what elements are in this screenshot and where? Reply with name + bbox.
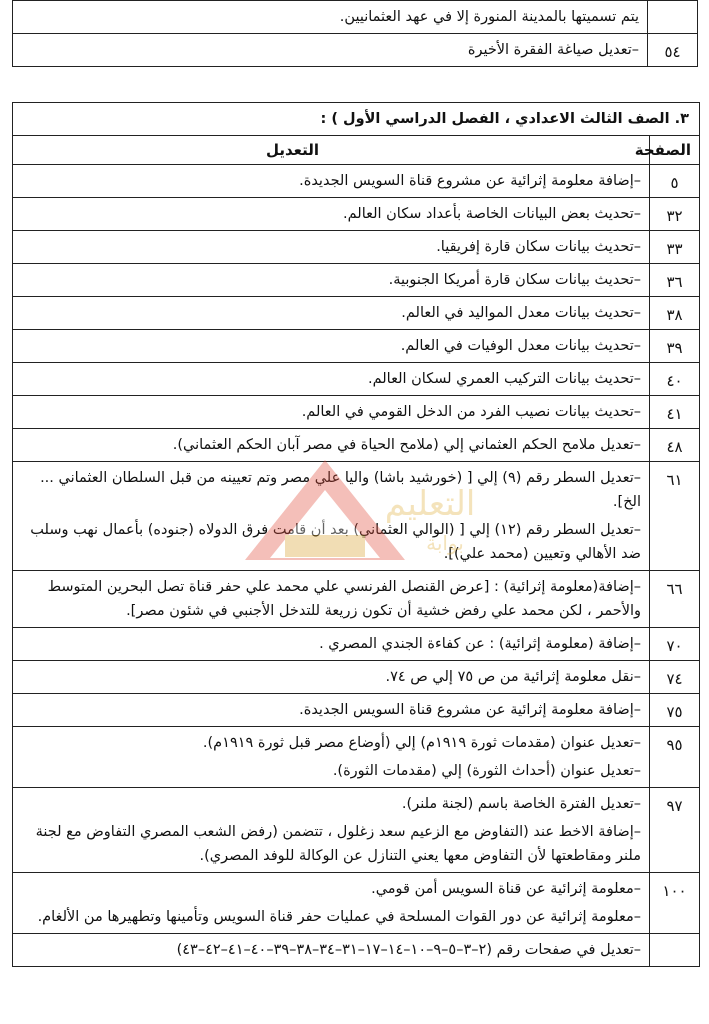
edit-cell — [13, 198, 650, 231]
edits-table — [12, 102, 700, 967]
table-row — [13, 330, 700, 363]
edit-line: –تحديث بيانات نصيب الفرد من الدخل القومي في العالم. — [301, 404, 641, 420]
edit-cell — [13, 396, 650, 429]
edit-cell — [13, 571, 650, 628]
table-row — [13, 788, 700, 873]
table-row — [13, 165, 700, 198]
edit-cell — [13, 462, 650, 571]
table-row — [13, 727, 700, 788]
edit-line: –إضافة معلومة إثرائية عن مشروع قناة السويس الجديدة. — [299, 702, 641, 718]
edit-cell — [13, 727, 650, 788]
table-row — [13, 264, 700, 297]
edit-line: –إضافة معلومة إثرائية عن مشروع قناة السويس الجديدة. — [299, 173, 641, 189]
edit-line: –إضافة الاخط عند (التفاوض مع الزعيم سعد زغلول ، تتضمن (رفض الشعب المصري التفاوض مع لجنة ملنر ومقاطعتها لأن التفاوض معها يعني التنازل عن الوكالة للوفد المصري). — [35, 824, 641, 864]
table-row — [13, 297, 700, 330]
page-cell: ٣٦ — [650, 264, 700, 297]
edit-cell — [13, 873, 650, 934]
edit-line: –تعديل الفترة الخاصة باسم (لجنة ملنر). — [401, 796, 641, 812]
edit-line: –تحديث بيانات التركيب العمري لسكان العالم. — [368, 371, 641, 387]
edit-line: –تحديث بيانات سكان قارة أمريكا الجنوبية. — [388, 272, 641, 288]
edit-line: –معلومة إثرائية عن دور القوات المسلحة في عمليات حفر قناة السويس وتأمينها وتطهيرها من الألغام. — [37, 909, 641, 925]
edit-cell — [13, 1, 648, 34]
column-header-edit: التعديل — [13, 136, 650, 165]
edit-line: –تحديث بيانات سكان قارة إفريقيا. — [436, 239, 641, 255]
edit-line: –إضافة(معلومة إثرائية) : [عرض القنصل الفرنسي علي محمد علي حفر قناة تصل البحرين المتوسط والأحمر ، لكن محمد علي رفض خشية أن تكون زريعة للتدخل الأجنبي في شئون مصر]. — [47, 579, 641, 619]
edit-line: –تحديث بعض البيانات الخاصة بأعداد سكان العالم. — [343, 206, 641, 222]
edit-cell — [13, 429, 650, 462]
edit-line: –تعديل عنوان (أحداث الثورة) إلي (مقدمات الثورة). — [332, 763, 641, 779]
page-cell: ٥ — [650, 165, 700, 198]
table-row — [13, 363, 700, 396]
edit-line: –تعديل صياغة الفقرة الأخيرة — [467, 42, 639, 58]
edit-line: –تعديل عنوان (مقدمات ثورة ١٩١٩م) إلي (أوضاع مصر قبل ثورة ١٩١٩م). — [202, 735, 641, 751]
table-row — [13, 873, 700, 934]
page-cell: ٦٦ — [650, 571, 700, 628]
page-cell: ٩٧ — [650, 788, 700, 873]
table-row — [13, 429, 700, 462]
table-row — [13, 694, 700, 727]
page-cell: ٦١ — [650, 462, 700, 571]
edit-line: –تحديث بيانات معدل الوفيات في العالم. — [400, 338, 641, 354]
table-row — [13, 571, 700, 628]
table-row — [13, 231, 700, 264]
edit-cell — [13, 628, 650, 661]
edit-cell — [13, 231, 650, 264]
rows-body — [13, 165, 700, 967]
column-header-page: الصفحة — [650, 136, 700, 165]
edit-cell — [13, 297, 650, 330]
top-table — [12, 0, 698, 67]
edit-line: –تعديل في صفحات رقم (٢–٣–٥–٩–١٠–١٤–١٧–٣١–٣٤–٣٨–٣٩–٤٠–٤١–٤٢–٤٣) — [176, 942, 641, 958]
edit-line: –تعديل السطر رقم (٩) إلي [ (خورشيد باشا) واليا علي مصر وتم تعيينه من قبل السلطان العثماني ... الخ]. — [40, 470, 641, 510]
page-cell — [650, 934, 700, 967]
page-cell: ٧٤ — [650, 661, 700, 694]
edit-cell — [13, 264, 650, 297]
page-cell: ٩٥ — [650, 727, 700, 788]
page-cell: ٤٨ — [650, 429, 700, 462]
edit-line: –تعديل السطر رقم (١٢) إلي [ (الوالي العثماني) بعد أن قامت فرق الدولاه (جنوده) بأعمال نهب وسلب ضد الأهالي وتعيين (محمد علي)]. — [30, 522, 641, 562]
section-title: ٣. الصف الثالث الاعدادي ، الفصل الدراسي الأول ) : — [13, 103, 700, 136]
table-row — [13, 661, 700, 694]
edit-cell — [13, 165, 650, 198]
page-cell — [648, 1, 698, 34]
page-cell: ١٠٠ — [650, 873, 700, 934]
edit-cell — [13, 934, 650, 967]
edit-line: –معلومة إثرائية عن قناة السويس أمن قومي. — [371, 881, 641, 897]
page-cell: ٥٤ — [648, 34, 698, 67]
table-row — [13, 628, 700, 661]
edit-cell — [13, 363, 650, 396]
page-cell: ٣٨ — [650, 297, 700, 330]
table-row — [13, 34, 698, 67]
page-cell: ٧٠ — [650, 628, 700, 661]
page-cell: ٧٥ — [650, 694, 700, 727]
edit-line: –تحديث بيانات معدل المواليد في العالم. — [401, 305, 641, 321]
table-row — [13, 1, 698, 34]
watermark-subtext: بوابة — [426, 531, 464, 555]
page-cell: ٣٣ — [650, 231, 700, 264]
edit-cell — [13, 788, 650, 873]
page-cell: ٤١ — [650, 396, 700, 429]
edit-cell — [13, 694, 650, 727]
table-row — [13, 396, 700, 429]
edit-cell — [13, 330, 650, 363]
edit-line: يتم تسميتها بالمدينة المنورة إلا في عهد العثمانيين. — [339, 9, 639, 25]
edit-cell — [13, 661, 650, 694]
table-row — [13, 462, 700, 571]
edit-line: –إضافة (معلومة إثرائية) : عن كفاءة الجندي المصري . — [319, 636, 641, 652]
page-cell: ٣٩ — [650, 330, 700, 363]
page-cell: ٣٢ — [650, 198, 700, 231]
edit-cell — [13, 34, 648, 67]
page-cell: ٤٠ — [650, 363, 700, 396]
table-row — [13, 198, 700, 231]
edit-line: –تعديل ملامح الحكم العثماني إلي (ملامح الحياة في مصر آبان الحكم العثماني). — [172, 437, 641, 453]
watermark-text: التعليم — [384, 484, 476, 524]
table-row — [13, 934, 700, 967]
edit-line: –نقل معلومة إثرائية من ص ٧٥ إلي ص ٧٤. — [385, 669, 641, 685]
